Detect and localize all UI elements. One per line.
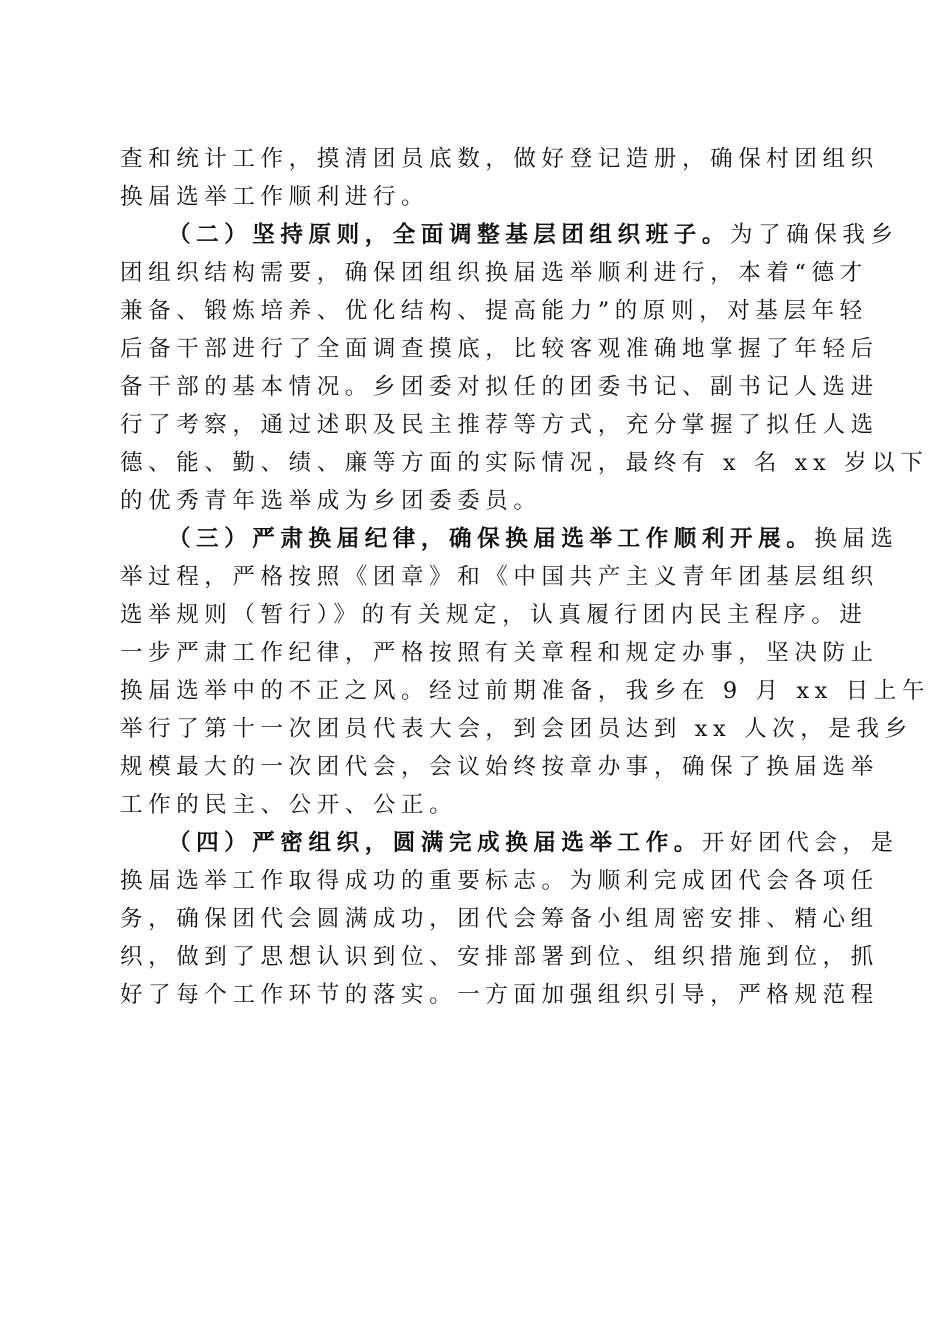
text-line: 行了考察，通过述职及民主推荐等方式，充分掌握了拟任人选 [120, 412, 879, 438]
text-line: 备干部的基本情况。乡团委对拟任的团委书记、副书记人选进 [120, 374, 879, 400]
text-run: 换届选 [814, 526, 899, 552]
text-line: 的优秀青年选举成为乡团委委员。 [120, 488, 542, 514]
text-line: 兼备、锻炼培养、优化结构、提高能力”的原则，对基层年轻 [120, 298, 868, 324]
text-run: 为了确保我乡 [730, 222, 899, 248]
section-heading: （二）坚持原则，全面调整基层团组织班子。 [168, 222, 731, 248]
paragraph-section-3 [120, 520, 931, 824]
text-line: 举过程，严格按照《团章》和《中国共产主义青年团基层组织 [120, 564, 879, 590]
text-line: 织，做到了思想认识到位、安排部署到位、组织措施到位，抓 [120, 944, 879, 970]
first-line [120, 520, 899, 558]
section-heading: （四）严密组织，圆满完成换届选举工作。 [168, 830, 702, 856]
paragraph-section-4 [120, 824, 899, 1014]
text-line: 换届选举中的不正之风。经过前期准备，我乡在 9 月 xx 日上午 [120, 678, 931, 704]
text-line: 一步严肃工作纪律，严格按照有关章程和规定办事，坚决防止 [120, 640, 879, 666]
document-page [120, 140, 931, 1014]
first-line [120, 216, 899, 254]
paragraph-section-2 [120, 216, 929, 520]
paragraph-continuation [120, 140, 879, 216]
section-heading: （三）严肃换届纪律，确保换届选举工作顺利开展。 [168, 526, 815, 552]
text-line: 工作的民主、公开、公正。 [120, 792, 458, 818]
text-line: 好了每个工作环节的落实。一方面加强组织引导，严格规范程 [120, 982, 879, 1008]
text-line: 举行了第十一次团员代表大会，到会团员达到 xx 人次，是我乡 [120, 716, 913, 742]
text-line: 规模最大的一次团代会，会议始终按章办事，确保了换届选举 [120, 754, 879, 780]
text-line: 查和统计工作，摸清团员底数，做好登记造册，确保村团组织 [120, 146, 879, 172]
text-line: 后备干部进行了全面调查摸底，比较客观准确地掌握了年轻后 [120, 336, 879, 362]
text-line: 换届选举工作取得成功的重要标志。为顺利完成团代会各项任 [120, 868, 879, 894]
text-line: 选举规则（暂行）》的有关规定，认真履行团内民主程序。进 [120, 602, 868, 628]
text-line: 德、能、勤、绩、廉等方面的实际情况，最终有 x 名 xx 岁以下 [120, 450, 929, 476]
text-line: 务，确保团代会圆满成功，团代会筹备小组周密安排、精心组 [120, 906, 879, 932]
first-line [120, 824, 899, 862]
text-line: 团组织结构需要，确保团组织换届选举顺利进行，本着“德才 [120, 260, 868, 286]
text-line: 换届选举工作顺利进行。 [120, 184, 430, 210]
text-run: 开好团代会，是 [701, 830, 899, 856]
